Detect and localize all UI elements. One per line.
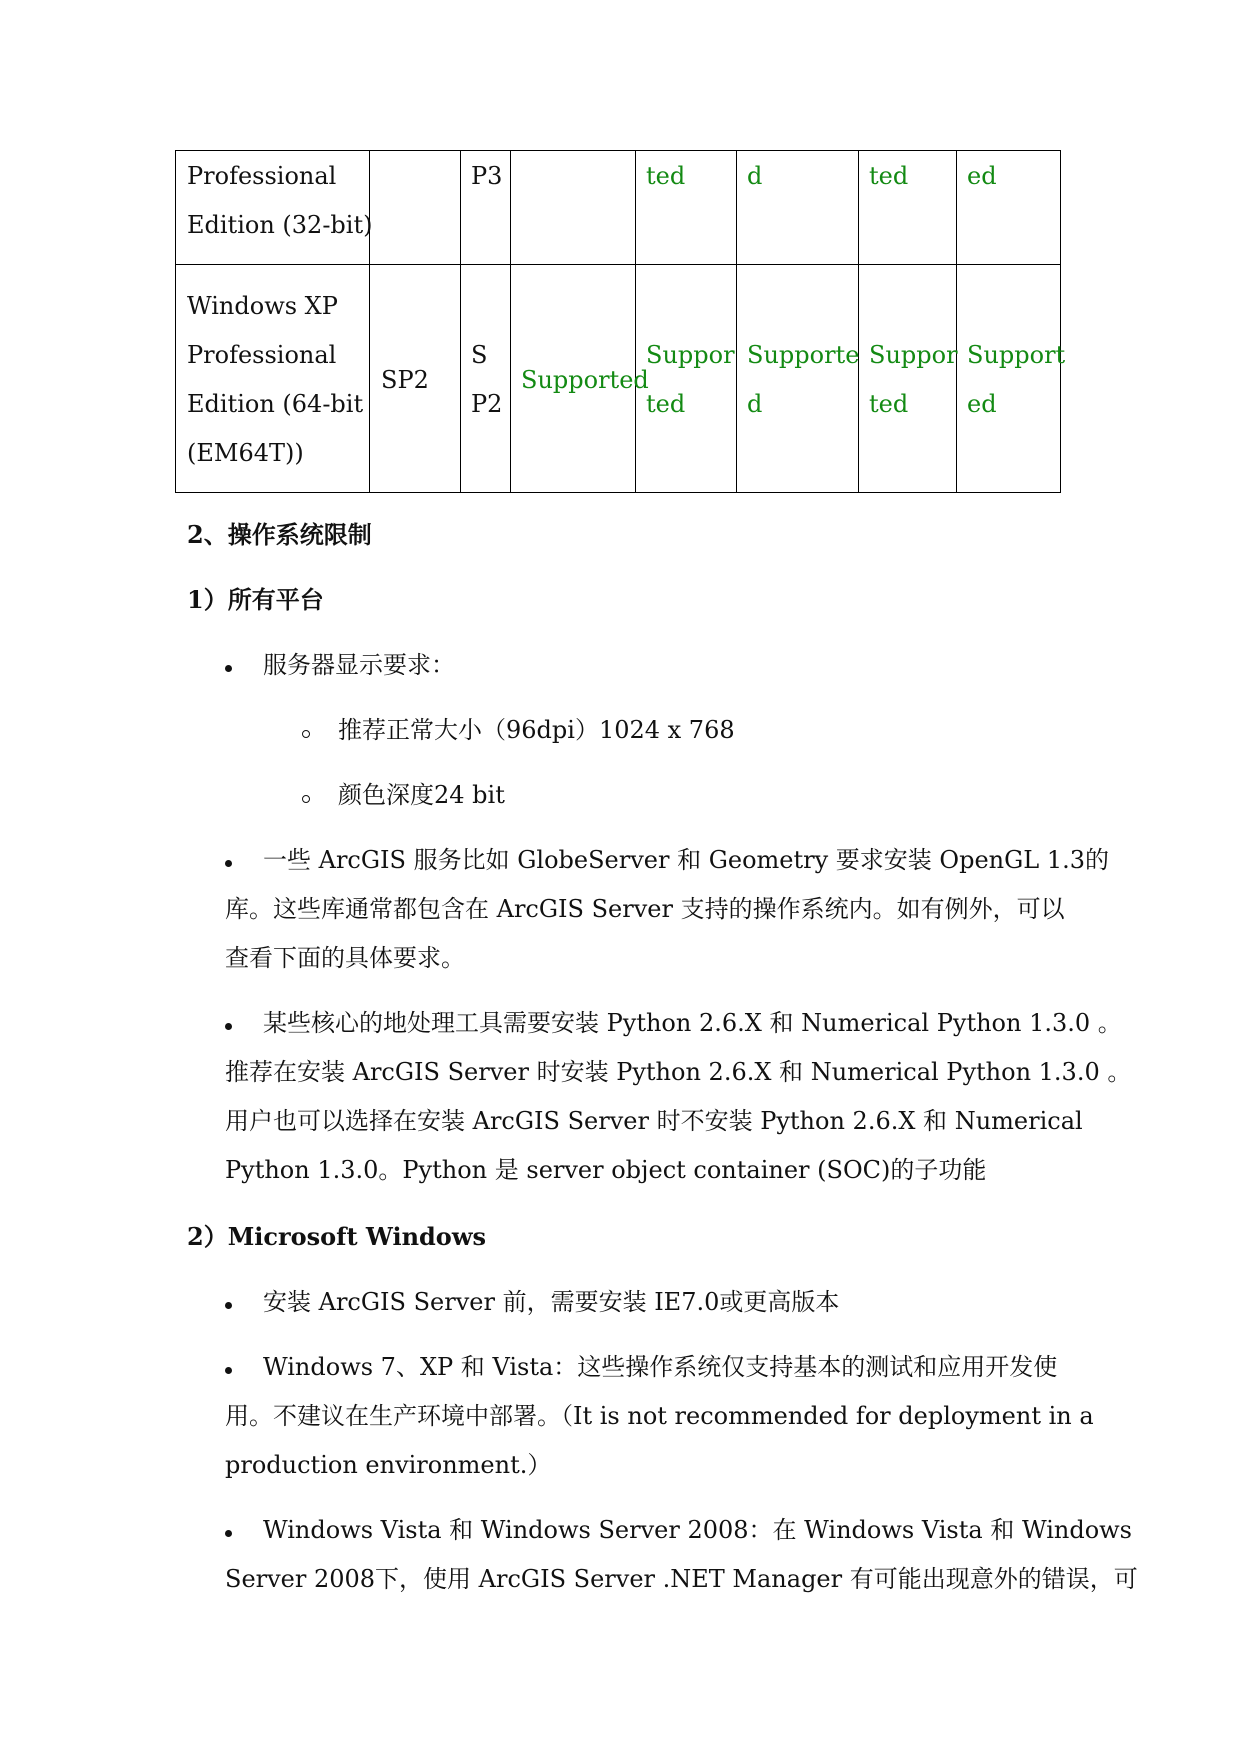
table-cell bbox=[369, 150, 461, 265]
cell-text: ed bbox=[967, 162, 997, 190]
paragraph-line: Windows Vista 和 Windows Server 2008：在 Windows Vista 和 Windows bbox=[263, 1516, 1133, 1544]
cell-text: Edition (32-bit) bbox=[187, 211, 373, 239]
table-cell bbox=[460, 264, 511, 493]
cell-text: ted bbox=[646, 390, 686, 418]
cell-text: ted bbox=[869, 390, 909, 418]
paragraph-line: 某些核心的地处理工具需要安装 Python 2.6.X 和 Numerical Python 1.3.0 。 bbox=[263, 1009, 1122, 1037]
paragraph-line: Python 1.3.0。Python 是 server object container (SOC)的子功能 bbox=[225, 1156, 987, 1184]
list-item: 安装 ArcGIS Server 前，需要安装 IE7.0或更高版本 bbox=[263, 1288, 840, 1316]
cell-text: d bbox=[747, 390, 763, 418]
bullet-icon bbox=[225, 1302, 232, 1309]
paragraph-line: 查看下面的具体要求。 bbox=[225, 944, 465, 972]
cell-text: ted bbox=[869, 162, 909, 190]
circle-bullet-icon bbox=[302, 730, 310, 738]
table-cell bbox=[736, 264, 859, 493]
bullet-icon bbox=[225, 860, 232, 867]
paragraph-line: production environment.） bbox=[225, 1451, 552, 1479]
subsection-heading: 2）Microsoft Windows bbox=[187, 1222, 486, 1251]
bullet-icon bbox=[225, 1530, 232, 1537]
paragraph-line: Windows 7、XP 和 Vista：这些操作系统仅支持基本的测试和应用开发使 bbox=[263, 1353, 1058, 1381]
list-item: 服务器显示要求： bbox=[263, 651, 455, 679]
cell-text: Suppor bbox=[646, 341, 735, 369]
table-cell bbox=[956, 264, 1061, 493]
list-item: 颜色深度24 bit bbox=[338, 781, 505, 809]
list-item: 推荐正常大小（96dpi）1024 x 768 bbox=[338, 716, 735, 744]
cell-text: Supported bbox=[521, 366, 649, 394]
cell-text: Support bbox=[967, 341, 1066, 369]
paragraph-line: 推荐在安装 ArcGIS Server 时安装 Python 2.6.X 和 Numerical Python 1.3.0 。 bbox=[225, 1058, 1132, 1086]
cell-text: Suppor bbox=[869, 341, 958, 369]
cell-text: Edition (64-bit bbox=[187, 390, 364, 418]
cell-text: (EM64T)) bbox=[187, 439, 304, 467]
section-heading: 2、操作系统限制 bbox=[187, 520, 372, 549]
paragraph-line: Server 2008下，使用 ArcGIS Server .NET Manager 有可能出现意外的错误，可 bbox=[225, 1565, 1138, 1593]
table-cell bbox=[510, 150, 636, 265]
paragraph-line: 库。这些库通常都包含在 ArcGIS Server 支持的操作系统内。如有例外，可以 bbox=[225, 895, 1065, 923]
subsection-heading: 1）所有平台 bbox=[187, 585, 324, 614]
cell-text: ted bbox=[646, 162, 686, 190]
cell-text: Professional bbox=[187, 162, 337, 190]
circle-bullet-icon bbox=[302, 795, 310, 803]
table-cell bbox=[858, 264, 957, 493]
cell-text: Professional bbox=[187, 341, 337, 369]
bullet-icon bbox=[225, 1023, 232, 1030]
paragraph-line: 用。不建议在生产环境中部署。（It is not recommended for deployment in a bbox=[225, 1402, 1094, 1430]
cell-text: S bbox=[471, 341, 488, 369]
paragraph-line: 用户也可以选择在安装 ArcGIS Server 时不安装 Python 2.6.X 和 Numerical bbox=[225, 1107, 1083, 1135]
cell-text: P3 bbox=[471, 162, 503, 190]
cell-text: d bbox=[747, 162, 763, 190]
bullet-icon bbox=[225, 665, 232, 672]
cell-text: P2 bbox=[471, 390, 503, 418]
paragraph-line: 一些 ArcGIS 服务比如 GlobeServer 和 Geometry 要求安装 OpenGL 1.3的 bbox=[263, 846, 1110, 874]
bullet-icon bbox=[225, 1367, 232, 1374]
cell-text: Supporte bbox=[747, 341, 860, 369]
cell-text: SP2 bbox=[381, 366, 429, 394]
cell-text: Windows XP bbox=[187, 292, 338, 320]
cell-text: ed bbox=[967, 390, 997, 418]
table-cell bbox=[635, 264, 737, 493]
